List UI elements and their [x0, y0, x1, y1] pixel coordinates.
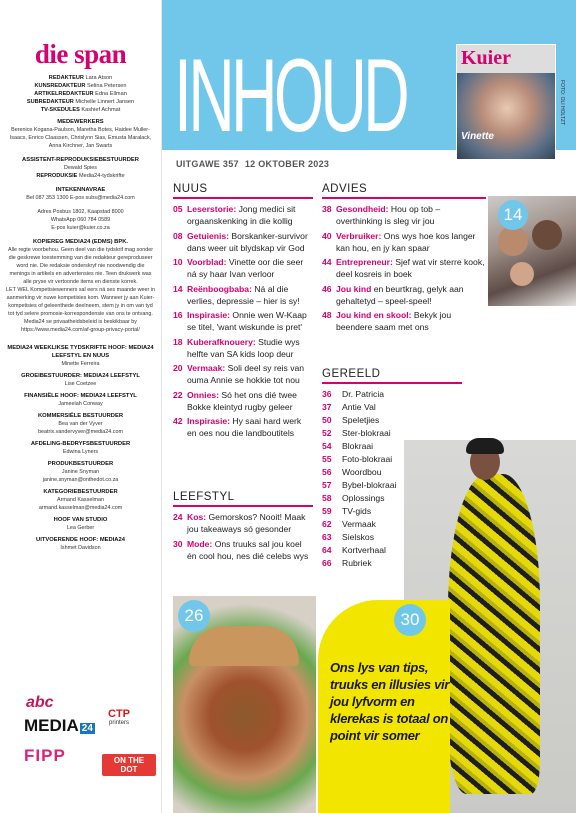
nuus-section: [173, 183, 313, 442]
gereeld-entry-text: [342, 414, 379, 426]
role-name: Ishmet Davidson: [60, 545, 101, 551]
staff-role: REDAKTEUR: [48, 75, 84, 81]
leefstyl-entry-title: Kos:: [187, 512, 207, 522]
gereeld-entry[interactable]: [322, 518, 462, 530]
leefstyl-list: [173, 511, 313, 562]
nuus-entry[interactable]: [173, 256, 313, 280]
role-title: KATEGORIEBESTUURDER: [43, 489, 118, 495]
roles-list: [6, 344, 155, 552]
medewerkers-list: Berenice Kogana-Paulson, Maretha Botes, Haidee Muller-Isaacs, Enrico Claassen, Chrislynn Sias, Emusta Maralack, Anna Kirchner, Jan Swarts: [9, 127, 152, 149]
staff-line: [6, 98, 155, 106]
advies-entry-text: [336, 203, 486, 227]
advies-entry[interactable]: [322, 203, 486, 227]
gereeld-entry-text: [342, 557, 372, 569]
gereeld-entry-text: [342, 505, 371, 517]
gereeld-entry-text: [342, 518, 376, 530]
whatsapp-line: WhatsApp 060 784 0589: [50, 217, 111, 223]
nuus-entry-text: [187, 362, 313, 386]
nuus-entry-desc: Studie wys helfte van SA kids loop deur: [187, 336, 300, 359]
staff-line: [6, 106, 155, 114]
advies-page-number: 48: [322, 310, 332, 320]
role-name: Jameelah Conway: [58, 401, 103, 407]
nuus-page-number: 08: [173, 230, 183, 241]
issue-line: UITGAWE 357 12 OKTOBER 2023: [176, 159, 330, 169]
gereeld-entry-text: [342, 453, 392, 465]
leefstyl-entry-desc: Gemorskos? Nooit! Maak jou takeaways só gesonder: [187, 512, 306, 534]
gereeld-page-number: 55: [322, 454, 332, 464]
advies-entry-desc: Sjef wat vir sterre kook, deel kosreis in boek: [336, 257, 485, 279]
gereeld-entry[interactable]: [322, 401, 462, 413]
logo-strip: [8, 694, 156, 784]
gereeld-page-number: 54: [322, 441, 332, 451]
gereeld-page-number: 62: [322, 519, 332, 529]
staff-name: Edna Ellman: [95, 91, 127, 97]
medewerkers-heading: MEDEWERKERS: [57, 119, 104, 125]
gereeld-page-number: 58: [322, 493, 332, 503]
staff-name: Selina Petersen: [87, 83, 127, 89]
nuus-entry-text: [187, 389, 313, 413]
gereeld-entry-desc: Oplossings: [342, 493, 385, 503]
staff-name: Michelle Linnert Jansen: [75, 99, 135, 105]
nuus-page-number: 42: [173, 416, 183, 426]
gereeld-entry-desc: Foto-blokraai: [342, 454, 393, 464]
role-name: Lea Gerber: [66, 525, 95, 531]
gereeld-page-number: 57: [322, 480, 332, 490]
advies-section: [322, 183, 486, 336]
page-title: INHOUD: [174, 38, 407, 154]
advies-entry-title: Gesondheid:: [336, 204, 389, 214]
nuus-page-number: 14: [173, 283, 183, 294]
gereeld-entry-text: [342, 531, 374, 543]
advies-page-number: 40: [322, 230, 332, 241]
advies-entry[interactable]: [322, 230, 486, 254]
nuus-entry-text: [187, 203, 313, 227]
leefstyl-page-number: 24: [173, 512, 183, 522]
gereeld-entry-desc: Speletjies: [342, 415, 380, 425]
staff-line: [6, 74, 155, 82]
gereeld-entry[interactable]: [322, 557, 462, 569]
nuus-entry-desc: Hy saai hard werk en oes nou die landboutitels: [187, 416, 302, 438]
role-name: armand.kasselman@media24.com: [38, 505, 123, 511]
gereeld-entry[interactable]: [322, 466, 462, 478]
nuus-page-number: 16: [173, 310, 183, 320]
nuus-page-number: 05: [173, 204, 183, 214]
role-name: Minette Ferreira: [61, 361, 100, 367]
nuus-entry-desc: Soli deel sy reis van ouma Annie se hokkie tot nou: [187, 363, 305, 385]
advies-entry[interactable]: [322, 256, 486, 280]
gereeld-entry-desc: Antie Val: [342, 402, 376, 412]
gereeld-entry-desc: Blokraai: [342, 441, 374, 451]
nuus-entry-desc: Onnie wen W-Kaap se titel, 'want wiskunde is pret': [187, 310, 307, 332]
advies-page-number: 38: [322, 204, 332, 214]
gereeld-entry[interactable]: [322, 479, 462, 491]
cover-thumbnail[interactable]: [456, 44, 556, 160]
gereeld-entry[interactable]: [322, 440, 462, 452]
staff-list: [6, 74, 155, 114]
gereeld-entry-desc: TV-gids: [342, 506, 372, 516]
nuus-entry-text: [187, 336, 313, 360]
badge-26: 26: [178, 600, 210, 632]
reproduksie-line: REPRODUKSIE Media24-tydskrifte: [36, 173, 125, 179]
role-title: PRODUKBESTUURDER: [47, 461, 114, 467]
adres-line: Adres Posbus 1802, Kaapstad 8000: [37, 209, 124, 215]
nuus-entry[interactable]: [173, 283, 313, 307]
role-title: AFDELING-BEDRYFSBESTUURDER: [30, 441, 131, 447]
badge-30: 30: [394, 604, 426, 636]
leefstyl-entry-desc: Ons truuks sal jou koel én cool hou, nes dié celebs wys: [187, 538, 309, 561]
nuus-entry-text: [187, 309, 313, 333]
gereeld-entry-desc: Sielskos: [342, 532, 374, 542]
nuus-page-number: 18: [173, 336, 183, 347]
promo-text: Ons lys van tips, truuks en illusies vir jou lyfvorm en klerekas is totaal on point vir somer: [330, 660, 450, 743]
gereeld-entry-text: [342, 401, 376, 413]
on-the-dot-logo: ON THE DOT: [102, 754, 156, 776]
advies-entry-desc: Hou op tob – overthinking is sleg vir jou: [336, 204, 441, 226]
staff-line: [6, 82, 155, 90]
nuus-entry-desc: Borskanker-survivor dans weer uit blydskap vir God: [187, 230, 308, 253]
staff-name: Lara Atson: [85, 75, 113, 81]
role-name: Lise Coetzee: [64, 381, 97, 387]
kopiereg-heading: KOPIEREG MEDIA24 (EDMS) BPK.: [32, 239, 129, 245]
gereeld-entry-text: [342, 479, 396, 491]
advies-entry-text: [336, 309, 486, 333]
gereeld-entry-text: [342, 492, 385, 504]
gereeld-entry-text: [342, 440, 373, 452]
advies-entry[interactable]: [322, 283, 486, 307]
role-title: UITVOERENDE HOOF: MEDIA24: [36, 537, 125, 543]
ctp-printers-logo: CTP printers: [108, 708, 130, 726]
role-name: Bea van der Vyver: [58, 421, 103, 427]
staff-role: SUBREDAKTEUR: [26, 99, 74, 105]
photo-credit: FOTO: OLI HOLTZT: [559, 80, 565, 126]
masthead-column: [0, 0, 162, 813]
nuus-entry-text: [187, 283, 313, 307]
gereeld-entry[interactable]: [322, 427, 462, 439]
gereeld-entry-text: [342, 466, 382, 478]
nuus-page-number: 22: [173, 389, 183, 400]
gereeld-entry[interactable]: [322, 531, 462, 543]
gereeld-page-number: 52: [322, 428, 332, 438]
nuus-entry-desc: Só het ons dié twee Bokke kleintyd rugby geleer: [187, 389, 297, 412]
gereeld-entry[interactable]: [322, 544, 462, 556]
cover-text: Vinette: [461, 131, 494, 142]
nuus-entry-title: Kuberafknouery:: [187, 336, 256, 347]
role-name: janine.snyman@onthedot.co.za: [42, 477, 119, 483]
leefstyl-page-number: 30: [173, 538, 183, 549]
nuus-entry-desc: Ná al die verlies, depressie – hier is sy!: [187, 283, 300, 306]
nuus-entry-desc: Vinette oor die seer ná sy haar Ivan verloor: [187, 257, 304, 279]
nuus-heading: NUUS: [173, 183, 313, 199]
advies-entry-text: [336, 256, 486, 280]
gereeld-heading: GEREELD: [322, 368, 462, 384]
abc-logo: abc: [26, 694, 54, 711]
advies-page-number: 44: [322, 257, 332, 267]
nuus-page-number: 10: [173, 257, 183, 267]
gereeld-entry-desc: Ster-blokraai: [342, 428, 391, 438]
nuus-entry-title: Vermaak:: [187, 363, 226, 373]
assistent-name: Dewald Spies: [64, 165, 97, 171]
staff-line: [6, 90, 155, 98]
role-name: Edwina Lyners: [62, 449, 99, 455]
nuus-entry-desc: Jong medici sit orgaanskenking in die kollig: [187, 204, 296, 226]
cover-logo: Kuier: [461, 47, 511, 69]
gereeld-page-number: 64: [322, 545, 332, 555]
letwel-text: LET WEL Kompetisiewenners sal eers ná ses maande weer in aanmerking vir nuwe kompetisies kom. Wanneer jy aan Kuier-kompetisies of geleenthede deelneem, stem jy in om van tyd tot tyd selere promosie-korrespondensie van ons te ontvang. Media24 se privaatheidsbeleid is beskikbaar by https://www.media24.com/af-group-privacy-portal/: [6, 287, 155, 333]
nuus-entry[interactable]: [173, 336, 313, 360]
nuus-entry[interactable]: [173, 203, 313, 227]
role-title: GROEIBESTUURDER: MEDIA24 LEEFSTYL: [21, 373, 140, 379]
gereeld-page-number: 59: [322, 506, 332, 516]
gereeld-entry-desc: Bybel-blokraai: [342, 480, 397, 490]
gereeld-entry[interactable]: [322, 492, 462, 504]
advies-entry-title: Jou kind en skool:: [336, 310, 412, 320]
advies-entry-desc: en beurtkrag, gelyk aan gehaltetyd – speel-speel!: [336, 283, 464, 306]
nuus-entry[interactable]: [173, 389, 313, 413]
fipp-logo: FIPP: [24, 746, 66, 765]
advies-entry[interactable]: [322, 309, 486, 333]
advies-entry-title: Jou kind: [336, 283, 372, 294]
nuus-entry-text: [187, 415, 313, 439]
advies-entry-text: [336, 230, 486, 254]
gereeld-entry[interactable]: [322, 414, 462, 426]
advies-entry-desc: Bekyk jou beendere saam met ons: [336, 310, 452, 332]
gereeld-page-number: 36: [322, 389, 332, 399]
gereeld-page-number: 37: [322, 402, 332, 412]
advies-heading: ADVIES: [322, 183, 486, 199]
epos-line: E-pos kuier@kuier.co.za: [51, 225, 110, 231]
leefstyl-entry-text: [187, 538, 313, 562]
nuus-entry[interactable]: [173, 415, 313, 439]
role-title: MEDIA24 WEEKLIKSE TYDSKRIFTE HOOF: MEDIA24 LEEFSTYL EN NUUS: [7, 345, 154, 359]
gereeld-entry-text: [342, 544, 386, 556]
gereeld-entry-text: [342, 427, 391, 439]
assistent-heading: ASSISTENT-REPRODUKSIEBESTUURDER: [22, 157, 139, 163]
gereeld-entry[interactable]: [322, 388, 462, 400]
advies-list: [322, 203, 486, 333]
nuus-list: [173, 203, 313, 439]
gereeld-page-number: 66: [322, 558, 332, 568]
nuus-entry-title: Leserstorie:: [187, 204, 237, 214]
nuus-entry-title: Inspirasie:: [187, 310, 230, 320]
leefstyl-entry[interactable]: [173, 538, 313, 562]
nuus-entry[interactable]: [173, 309, 313, 333]
role-title: HOOF VAN STUDIO: [53, 517, 108, 523]
advies-entry-text: [336, 283, 486, 307]
media24-logo: MEDIA 24: [24, 716, 93, 735]
nuus-entry-title: Reënboogbaba:: [187, 283, 252, 294]
badge-14: 14: [498, 200, 528, 230]
role-title: FINANSIËLE HOOF: MEDIA24 LEEFSTYL: [24, 393, 137, 399]
gereeld-entry[interactable]: [322, 453, 462, 465]
gereeld-section: [322, 368, 462, 570]
intekennavrae-line: Bel 087 353 1300 E-pos subs@media24.com: [26, 195, 135, 201]
advies-entry-desc: Ons wys hoe kos langer kan hou, en jy kan spaar: [336, 230, 476, 253]
role-name: beatrix.vandervyver@media24.com: [38, 429, 123, 435]
advies-page-number: 46: [322, 283, 332, 294]
gereeld-list: [322, 388, 462, 569]
gereeld-entry-desc: Rubriek: [342, 558, 372, 568]
gereeld-page-number: 50: [322, 415, 332, 425]
role-title: KOMMERSIËLE BESTUURDER: [37, 413, 124, 419]
gereeld-page-number: 63: [322, 532, 332, 542]
staff-role: KUNSREDAKTEUR: [34, 83, 86, 89]
staff-role: TV-SKEDULES: [40, 107, 80, 113]
gereeld-entry[interactable]: [322, 505, 462, 517]
cover-photo: [457, 73, 556, 160]
nuus-entry-title: Inspirasie:: [187, 416, 230, 426]
role-name: Armand Kasselman: [56, 497, 105, 503]
nuus-page-number: 20: [173, 363, 183, 373]
staff-name: Kashief Achmat: [81, 107, 121, 113]
leefstyl-heading: LEEFSTYL: [173, 491, 313, 507]
nuus-entry-title: Voorblad:: [187, 257, 227, 267]
gereeld-entry-desc: Dr. Patricia: [342, 389, 385, 399]
leefstyl-section: [173, 491, 313, 564]
nuus-entry-text: [187, 230, 313, 254]
advies-entry-title: Verbruiker:: [336, 230, 382, 241]
kopiereg-text: Alle regte voorbehou. Geen deel van die tydskrif mag sonder die geskrewe toestemming van die redakteur gereproduseer word nie. Die redaksie onderskryf nie noodwendig die menings in artikels en advertensies nie. Teen drukwerk was alle pryse vir vertoonde items en dienste korrek.: [7, 247, 154, 285]
intekennavrae-heading: INTEKENNAVRAE: [55, 187, 106, 193]
staff-role: ARTIKELREDAKTEUR: [34, 91, 94, 97]
leefstyl-entry-text: [187, 511, 313, 535]
gereeld-entry-desc: Vermaak: [342, 519, 376, 529]
gereeld-page-number: 56: [322, 467, 332, 477]
leefstyl-entry-title: Mode:: [187, 538, 213, 549]
masthead-brand: die span: [34, 39, 127, 69]
nuus-entry-text: [187, 256, 313, 280]
role-name: Janine Snyman: [61, 469, 100, 475]
nuus-entry[interactable]: [173, 362, 313, 386]
gereeld-entry-desc: Woordbou: [342, 467, 382, 477]
advies-entry-title: Entrepreneur:: [336, 257, 393, 267]
gereeld-entry-desc: Kortverhaal: [342, 545, 386, 555]
nuus-entry-title: Getuienis:: [187, 230, 230, 241]
nuus-entry-title: Onnies:: [187, 389, 219, 400]
gereeld-entry-text: [342, 388, 384, 400]
nuus-entry[interactable]: [173, 230, 313, 254]
leefstyl-entry[interactable]: [173, 511, 313, 535]
